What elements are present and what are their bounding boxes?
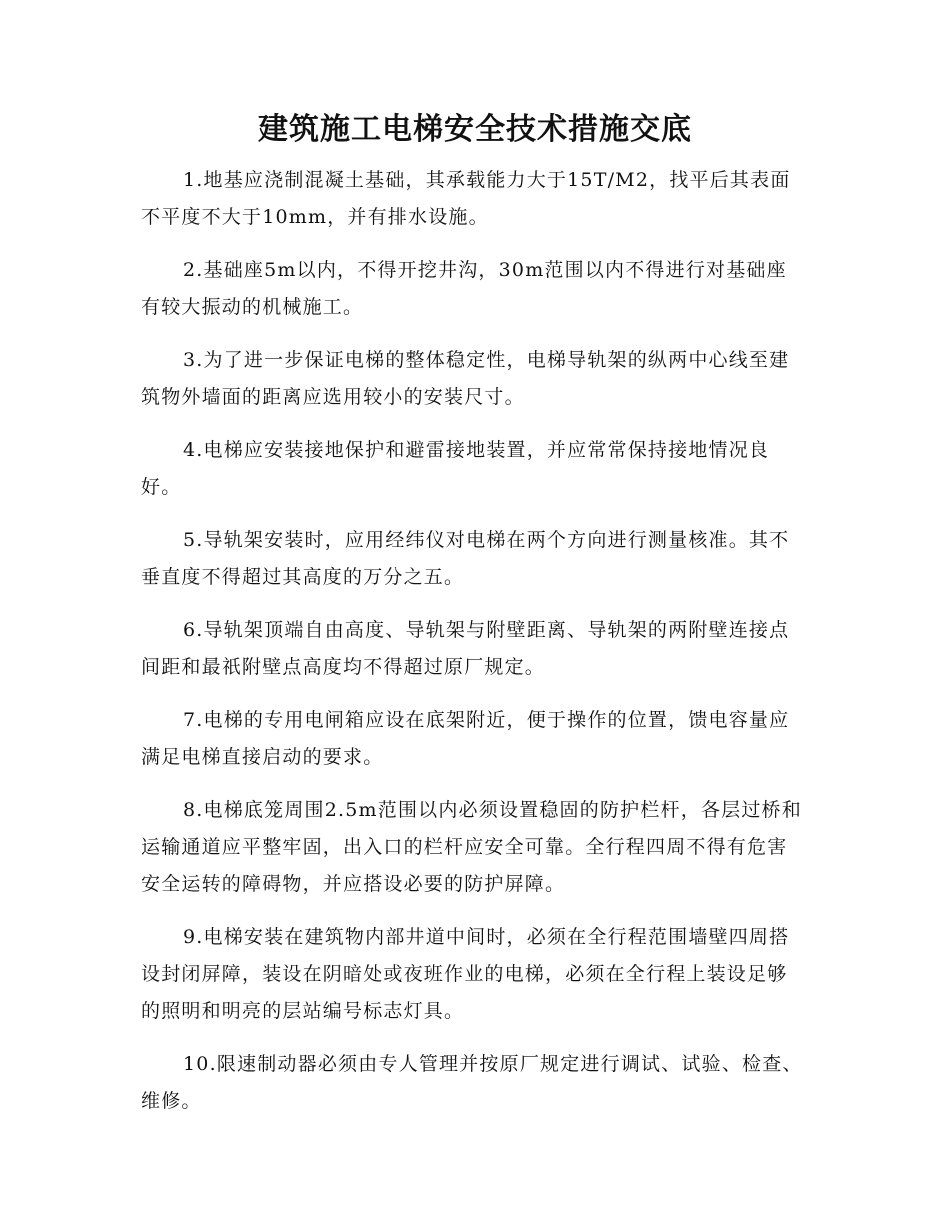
paragraph-2: 2.基础座5m以内，不得开挖井沟，30m范围以内不得进行对基础座有较大振动的机械施工。 xyxy=(141,259,787,318)
paragraph-8: 8.电梯底笼周围2.5m范围以内必须设置稳固的防护栏杆，各层过桥和运输通道应平整牢固，出入口的栏杆应安全可靠。全行程四周不得有危害安全运转的障碍物，并应搭设必要的防护屏障。 xyxy=(141,799,802,895)
paragraph-3: 3.为了进一步保证电梯的整体稳定性，电梯导轨架的纵两中心线至建筑物外墙面的距离应选用较小的安装尺寸。 xyxy=(141,349,790,408)
paragraph-10: 10.限速制动器必须由专人管理并按原厂规定进行调试、试验、检查、维修。 xyxy=(141,1053,803,1112)
paragraph-5: 5.导轨架安装时，应用经纬仪对电梯在两个方向进行测量核准。其不垂直度不得超过其高度的万分之五。 xyxy=(141,529,790,588)
document-title: 建筑施工电梯安全技术措施交底 xyxy=(258,112,692,147)
paragraph-4: 4.电梯应安装接地保护和避雷接地装置，并应常常保持接地情况良好。 xyxy=(141,439,770,498)
paragraph-9: 9.电梯安装在建筑物内部井道中间时，必须在全行程范围墙壁四周搭设封闭屏障，装设在阴暗处或夜班作业的电梯，必须在全行程上装设足够的照明和明亮的层站编号标志灯具。 xyxy=(141,926,790,1022)
paragraph-1: 1.地基应浇制混凝土基础，其承载能力大于15T/M2，找平后其表面不平度不大于10mm，并有排水设施。 xyxy=(141,169,791,228)
paragraph-6: 6.导轨架顶端自由高度、导轨架与附壁距离、导轨架的两附壁连接点间距和最祇附壁点高度均不得超过原厂规定。 xyxy=(141,619,790,678)
paragraph-7: 7.电梯的专用电闸箱应设在底架附近，便于操作的位置，馈电容量应满足电梯直接启动的要求。 xyxy=(141,709,790,768)
document-body xyxy=(141,162,807,1136)
